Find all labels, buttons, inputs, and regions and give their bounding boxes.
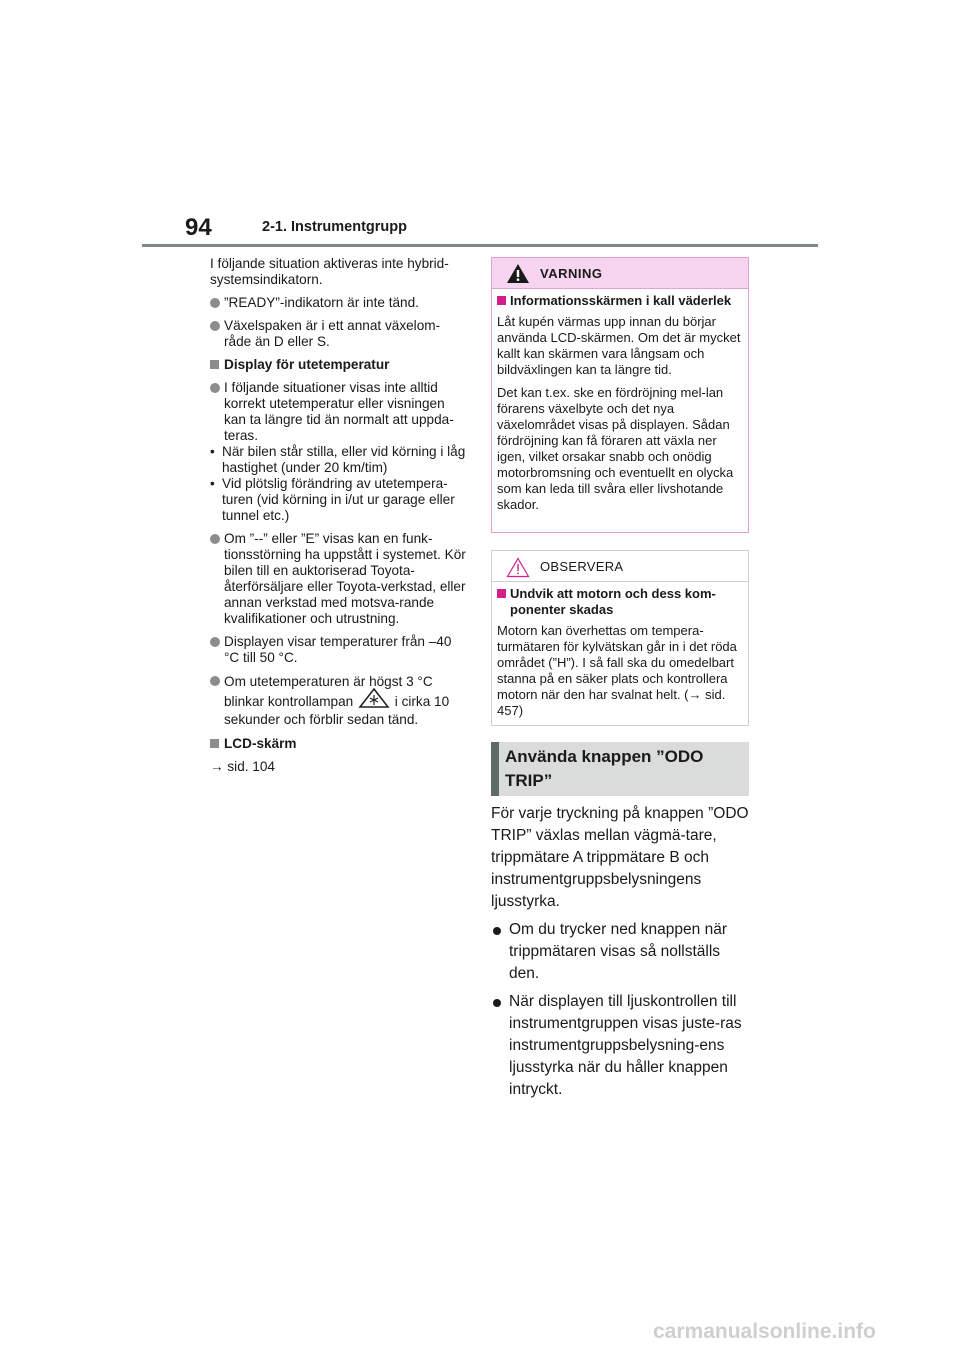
square-bullet-icon <box>210 360 219 369</box>
bullet-icon <box>493 999 501 1007</box>
list-item: ”READY”-indikatorn är inte tänd. <box>210 295 466 311</box>
square-bullet-icon <box>497 296 506 305</box>
odo-body <box>491 803 753 1107</box>
bullet-icon <box>493 927 501 935</box>
warning-title: VARNING <box>540 266 603 281</box>
list-item: Om utetemperaturen är högst 3 °C blinkar kontrollampan i cirka 10 sekunder och förblir sedan tänd. <box>210 673 466 729</box>
warning-paragraph: Låt kupén värmas upp innan du börjar använda LCD-skärmen. Om det är mycket kallt kan skärmen vara långsam och bildväxlingen kan ta längre tid. <box>497 314 741 377</box>
notice-heading: Undvik att motorn och dess kom-ponenter skadas <box>497 586 742 618</box>
bullet-icon <box>210 534 220 544</box>
intro-text: I följande situation aktiveras inte hybrid-systemsindikatorn. <box>210 256 449 287</box>
warning-heading: Informationsskärmen i kall väderlek <box>497 293 742 309</box>
list-item: Om ”--” eller ”E” visas kan en funk-tionsstörning ha uppstått i systemet. Kör bilen till en auktoriserad Toyota-återförsäljare eller Toyota-verkstad, eller annan verkstad med motsva-rande kvalifikationer och utrustning. <box>210 531 466 627</box>
notice-paragraph: Motorn kan överhettas om tempera-turmätaren för kylvätskan går in i det röda området (”H”). I så fall ska du omedelbart stanna på en säker plats och kontrollera motorn när den har svalnat helt. (→ sid. 457) <box>497 623 737 718</box>
sub-item: • När bilen står stilla, eller vid körning i låg hastighet (under 20 km/tim) <box>210 444 466 475</box>
page-number: 94 <box>185 214 212 241</box>
bullet-icon <box>210 676 220 686</box>
bullet-icon <box>210 298 220 308</box>
warning-box <box>491 257 749 533</box>
odo-title: Använda knappen ”ODO TRIP” <box>505 747 704 790</box>
ice-warning-lamp-icon <box>357 691 391 709</box>
list-item: När displayen till ljuskontrollen till instrumentgruppen visas juste-ras instrumentgruppsbelysning-ens ljusstyrka när du håller knappen intryckt. <box>491 991 753 1101</box>
list-item: Växelspaken är i ett annat växelom-råde än D eller S. <box>210 318 466 350</box>
odo-section-heading <box>491 742 749 796</box>
section-title: 2-1. Instrumentgrupp <box>262 219 408 235</box>
notice-title: OBSERVERA <box>540 559 624 574</box>
bullet-icon <box>210 383 220 393</box>
list-item: Om du trycker ned knappen när trippmätaren visas så nollställs den. <box>491 919 753 985</box>
bullet-icon <box>210 321 220 331</box>
header-rule <box>142 244 818 247</box>
heading-lcd: LCD-skärm <box>210 736 466 752</box>
heading-outdoor-temp: Display för utetemperatur <box>210 357 466 373</box>
notice-box <box>491 550 749 726</box>
bullet-icon <box>210 637 220 647</box>
page-reference: → sid. 104 <box>210 759 275 774</box>
warning-paragraph: Det kan t.ex. ske en fördröjning mel-lan förarens växelbyte och det nya växelområdet visas på displayen. Sådan fördröjning kan få föraren att växla ner igen, vilket orsakar snabb och onödig motorbromsning och eventuellt en olycka som kan leda till svåra eller livshotande skador. <box>497 385 734 512</box>
left-column <box>210 256 466 782</box>
warning-icon <box>506 263 530 284</box>
square-bullet-icon <box>497 589 506 598</box>
list-item: I följande situationer visas inte alltid korrekt utetemperatur eller visningen kan ta längre tid än normalt att uppda-teras. <box>210 380 466 444</box>
caution-icon <box>506 557 530 578</box>
notice-header <box>492 551 748 582</box>
warning-header <box>492 258 748 289</box>
watermark-link[interactable]: carmanualsonline.info <box>653 1320 876 1343</box>
square-bullet-icon <box>210 739 219 748</box>
sub-item: • Vid plötslig förändring av utetempera-turen (vid körning in i/ut ur garage eller tunnel etc.) <box>210 476 455 523</box>
odo-intro: För varje tryckning på knappen ”ODO TRIP” växlas mellan vägmä-tare, trippmätare A trippmätare B och instrumentgruppsbelysningens ljusstyrka. <box>491 805 749 910</box>
list-item: Displayen visar temperaturer från –40 °C till 50 °C. <box>210 634 466 666</box>
heading-accent-bar <box>491 742 499 796</box>
